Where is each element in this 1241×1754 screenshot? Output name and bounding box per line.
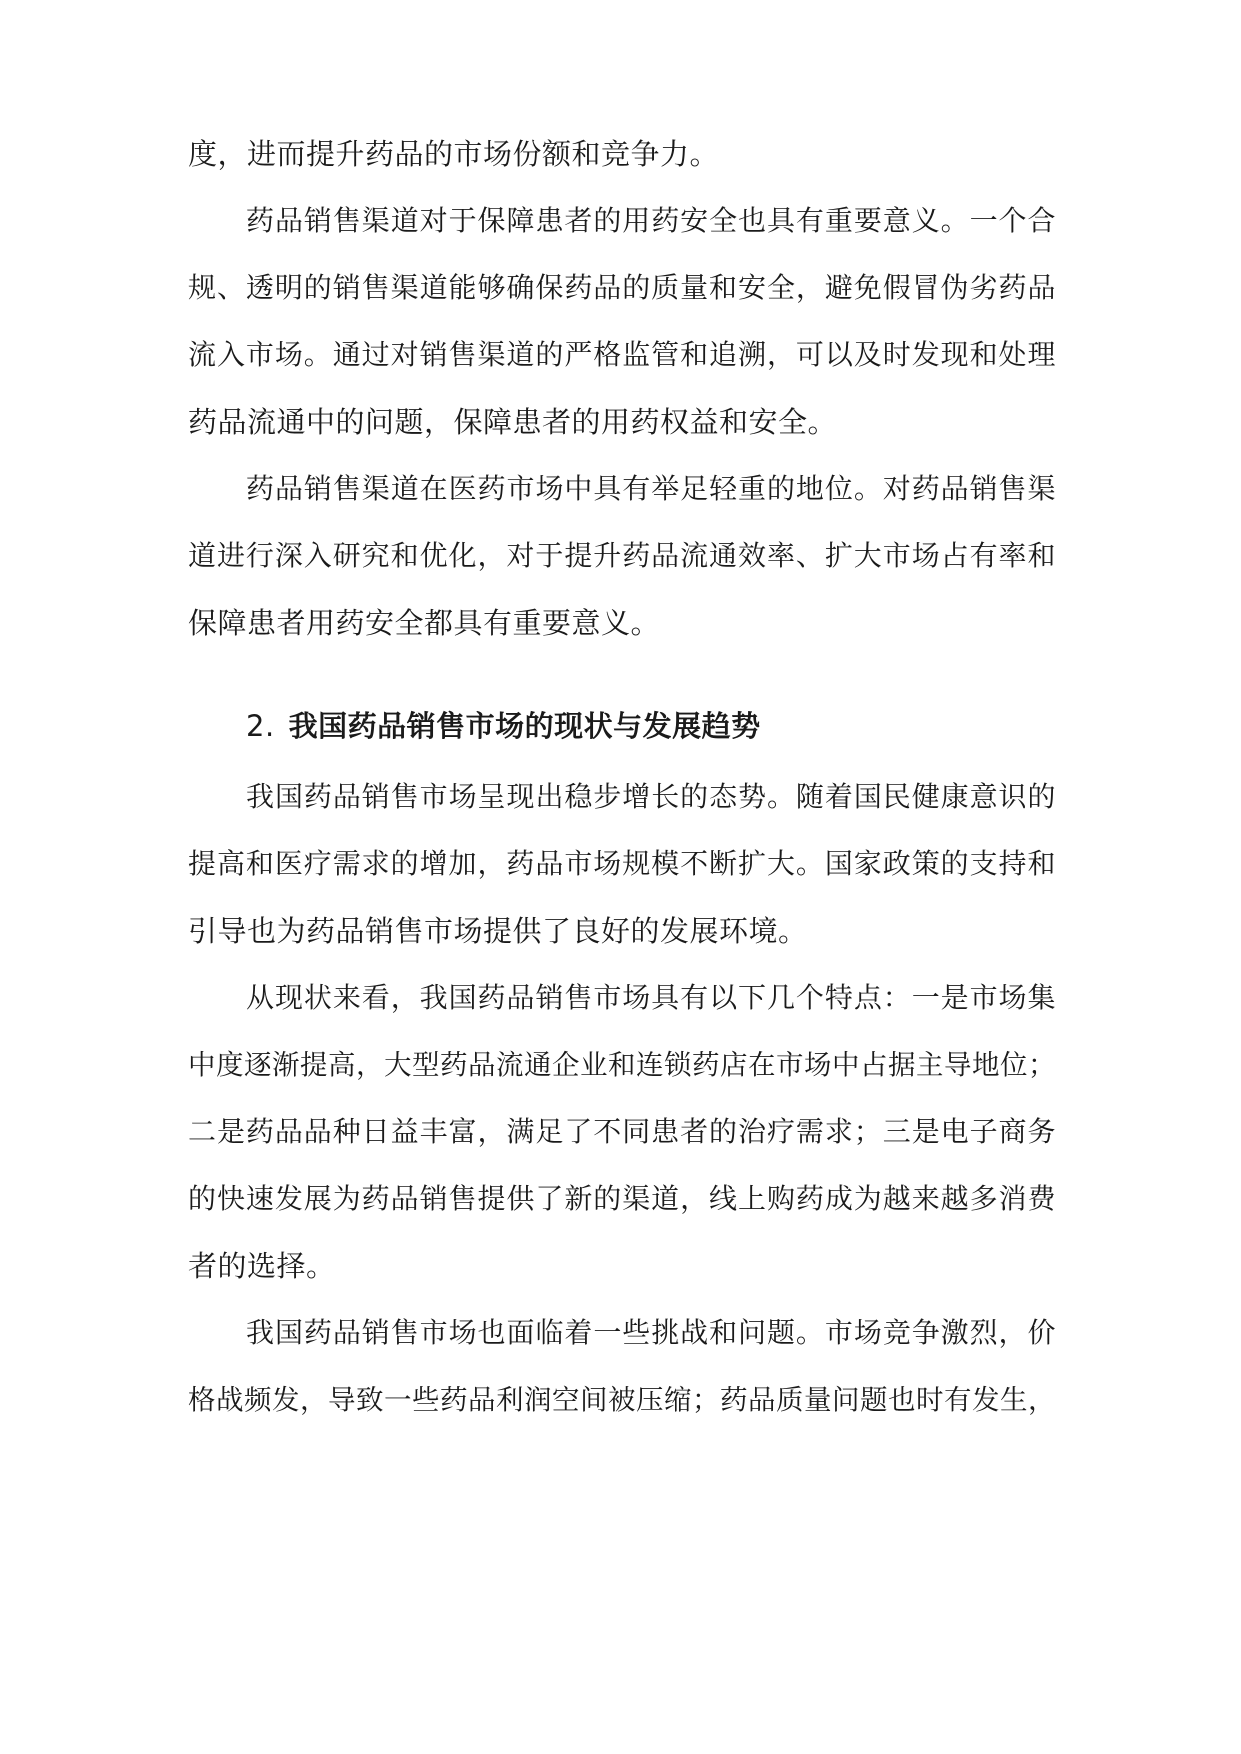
section-paragraph-2-line-3: 二是药品品种日益丰富，满足了不同患者的治疗需求；三是电子商务 (188, 1115, 1056, 1148)
section-paragraph-2-line-1: 从现状来看，我国药品销售市场具有以下几个特点：一是市场集 (246, 981, 1056, 1014)
section-paragraph-3-line-2: 格战频发，导致一些药品利润空间被压缩；药品质量问题也时有发生， (188, 1384, 1056, 1416)
section-paragraph-1-line-2: 提高和医疗需求的增加，药品市场规模不断扩大。国家政策的支持和 (188, 847, 1056, 880)
section-paragraph-1-line-3: 引导也为药品销售市场提供了良好的发展环境。 (188, 914, 808, 948)
section-paragraph-1-line-1: 我国药品销售市场呈现出稳步增长的态势。随着国民健康意识的 (246, 780, 1056, 813)
section-paragraph-2-line-5: 者的选择。 (188, 1249, 336, 1283)
paragraph-3-line-1: 药品销售渠道在医药市场中具有举足轻重的地位。对药品销售渠 (246, 472, 1056, 505)
section-paragraph-3-line-1: 我国药品销售市场也面临着一些挑战和问题。市场竞争激烈，价 (246, 1316, 1056, 1349)
paragraph-2-line-1: 药品销售渠道对于保障患者的用药安全也具有重要意义。一个合 (246, 204, 1056, 237)
paragraph-2-line-4: 药品流通中的问题，保障患者的用药权益和安全。 (188, 405, 838, 439)
paragraph-2-line-3: 流入市场。通过对销售渠道的严格监管和追溯，可以及时发现和处理 (188, 338, 1056, 371)
paragraph-1-line-1: 度，进而提升药品的市场份额和竞争力。 (188, 137, 720, 171)
section-paragraph-2-line-4: 的快速发展为药品销售提供了新的渠道，线上购药成为越来越多消费 (188, 1182, 1056, 1215)
section-heading (246, 706, 761, 746)
section-number: 2. (246, 709, 275, 743)
paragraph-3-line-3: 保障患者用药安全都具有重要意义。 (188, 606, 661, 640)
section-title: 我国药品销售市场的现状与发展趋势 (288, 709, 761, 743)
paragraph-2-line-2: 规、透明的销售渠道能够确保药品的质量和安全，避免假冒伪劣药品 (188, 271, 1056, 304)
section-paragraph-2-line-2: 中度逐渐提高，大型药品流通企业和连锁药店在市场中占据主导地位； (188, 1049, 1056, 1081)
paragraph-3-line-2: 道进行深入研究和优化，对于提升药品流通效率、扩大市场占有率和 (188, 539, 1056, 572)
